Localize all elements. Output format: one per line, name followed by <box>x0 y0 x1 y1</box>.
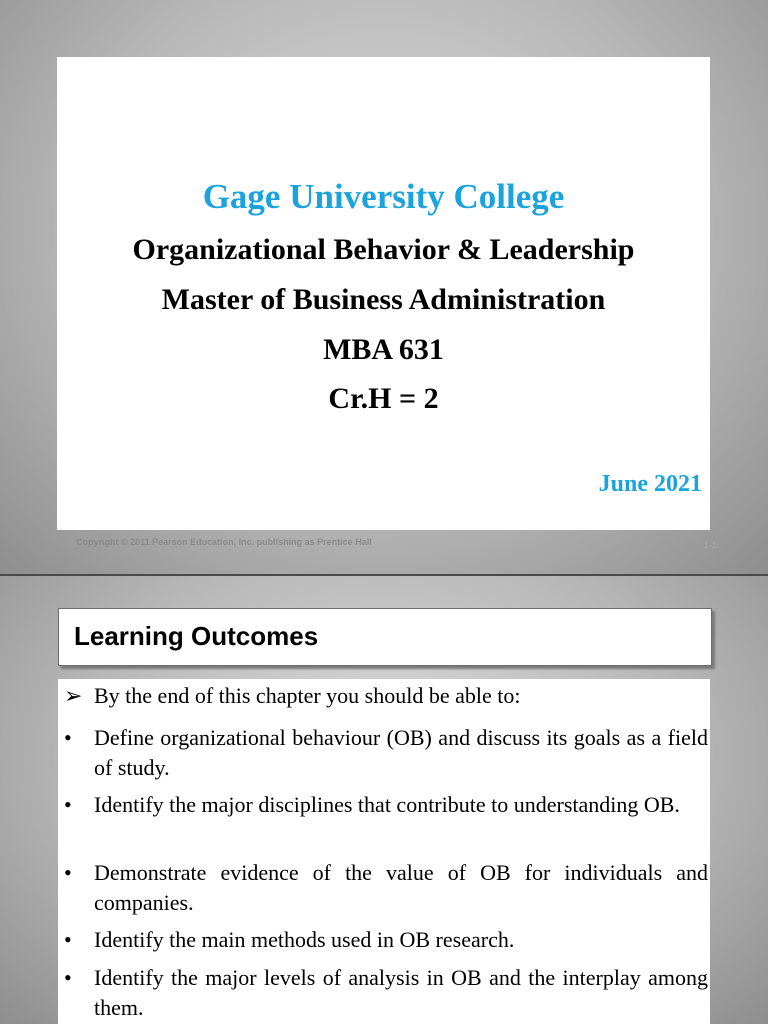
list-item-text: Define organizational behaviour (OB) and discuss its goals as a field of study. <box>94 725 708 780</box>
bullet-icon: • <box>64 725 72 750</box>
slide-heading: Learning Outcomes <box>74 621 319 651</box>
program-name: Master of Business Administration <box>161 283 606 316</box>
bullet-icon: • <box>64 792 72 817</box>
intro-text: By the end of this chapter you should be able to: <box>94 683 521 708</box>
college-name: Gage University College <box>202 177 565 216</box>
bullet-icon: • <box>64 927 72 952</box>
list-item-text: Identify the main methods used in OB research. <box>94 927 515 952</box>
course-title: Organizational Behavior & Leadership <box>132 233 635 266</box>
list-item-text: Identify the major levels of analysis in OB and the interplay among them. <box>94 965 708 1020</box>
date: June 2021 <box>598 471 702 497</box>
learning-outcomes-slide <box>0 576 768 1024</box>
arrow-bullet-icon: ➢ <box>64 683 83 708</box>
bullet-icon: • <box>64 860 72 885</box>
content-box <box>58 679 710 1024</box>
list-item-text: Identify the major disciplines that contribute to understanding OB. <box>94 792 680 817</box>
title-panel <box>57 57 710 530</box>
course-code: MBA 631 <box>323 333 444 366</box>
slide-number: 1-1 <box>704 540 718 550</box>
copyright-notice: Copyright © 2011 Pearson Education, Inc. publishing as Prentice Hall <box>76 537 372 547</box>
bullet-icon: • <box>64 965 72 990</box>
list-item-text: Demonstrate evidence of the value of OB for individuals and companies. <box>94 860 708 915</box>
heading-box <box>58 608 712 666</box>
credit-hours: Cr.H = 2 <box>328 382 439 415</box>
